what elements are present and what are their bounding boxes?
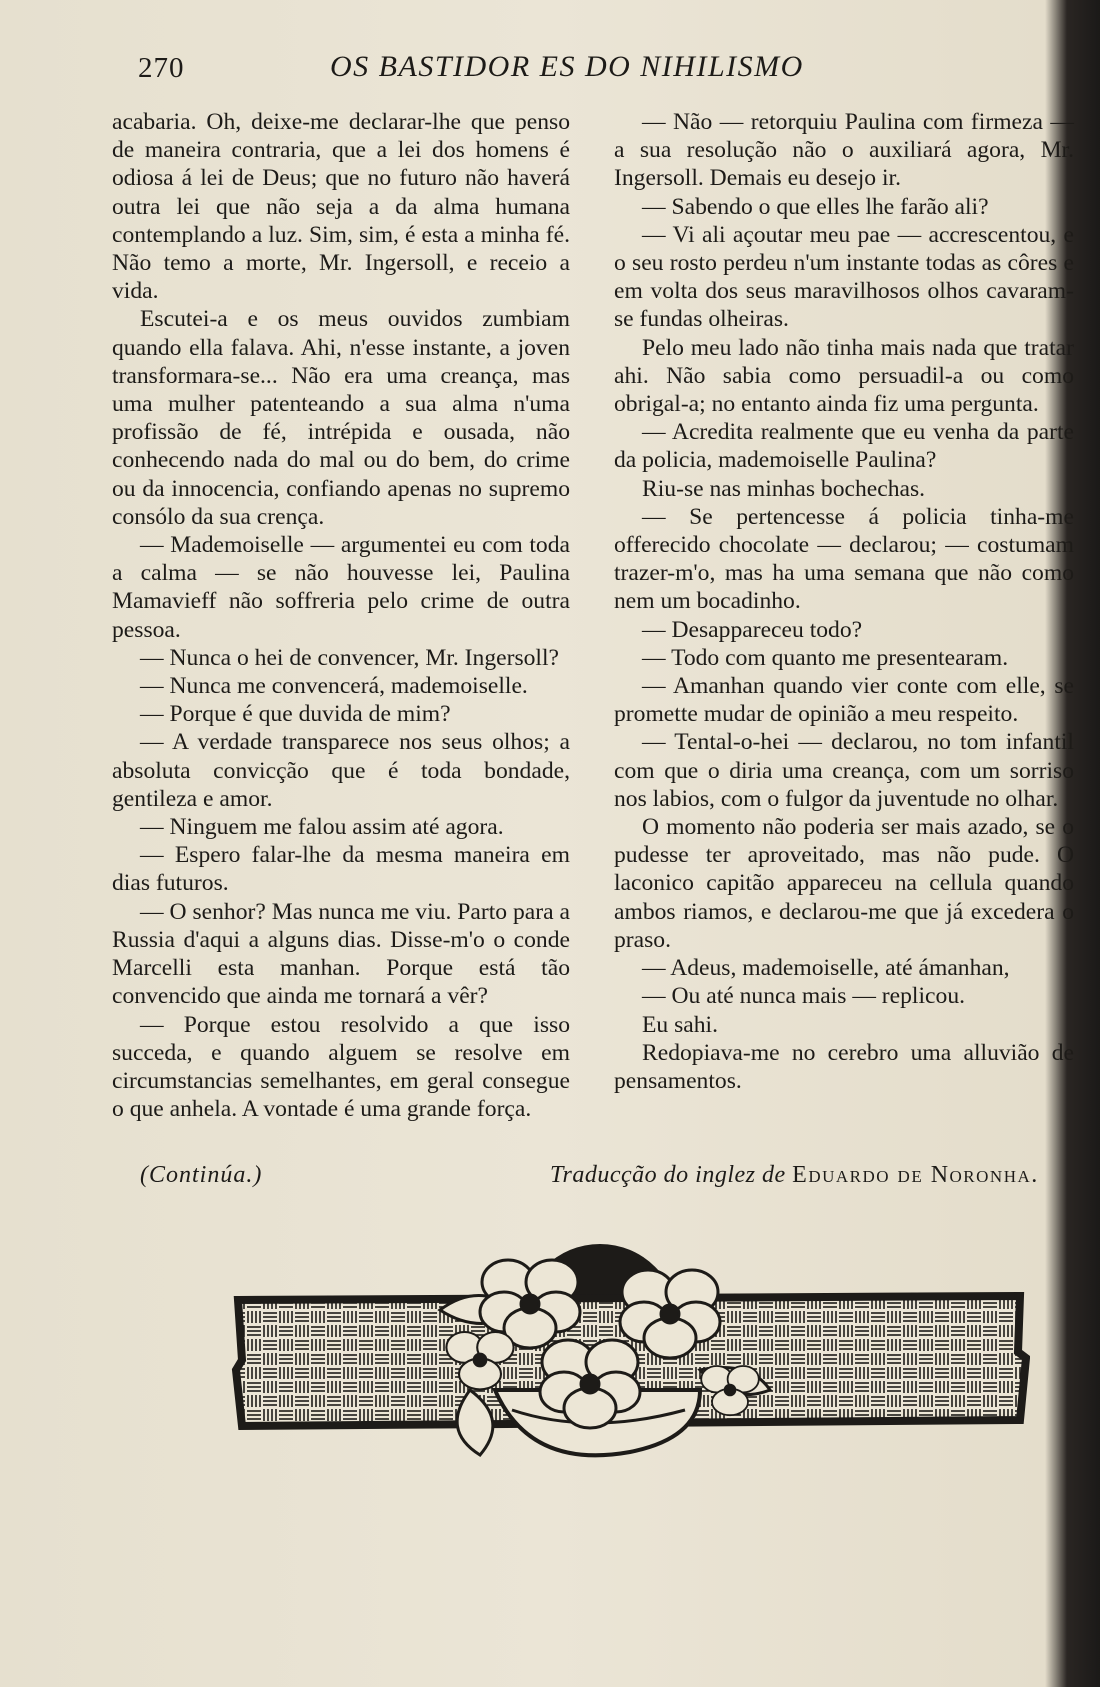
- paragraph: — Ou até nunca mais — replicou.: [642, 983, 966, 1010]
- paragraph: — Todo com quanto me presentearam.: [642, 644, 1009, 671]
- page-header: [0, 46, 1070, 86]
- paragraph: — Desappareceu todo?: [642, 616, 863, 643]
- credit-prefix-z: z: [745, 1162, 756, 1188]
- left-column: [112, 108, 570, 1123]
- credit-prefix: Traducção do ingle: [550, 1162, 746, 1188]
- right-column: [614, 108, 1074, 1095]
- paragraph: acabaria. Oh, deixe-me declarar-lhe que penso de maneira contraria, que a lei dos homens é odiosa á lei de Deus; que no futuro não haverá outra lei que não seja a da alma humana contemplando a luz. Sim, sim, é esta a minha fé. Não temo a morte, Mr. Ingersoll, e receio a vida.: [112, 109, 570, 305]
- paragraph: — A verdade transparece nos seus olhos; a absoluta convicção que é toda bondade, gentileza e amor.: [112, 729, 570, 812]
- paragraph: O momento não poderia ser mais azado, se o pudesse ter aproveitado, mas não pude. O laconico capitão appareceu na cellula quando ambos riamos, e declarou-me que já excedera o praso.: [614, 814, 1074, 953]
- translator-name: Eduardo de Noronha.: [792, 1162, 1039, 1188]
- article-footer: [0, 1162, 1070, 1202]
- paragraph: Escutei-a e os meus ouvidos zumbiam quando ella falava. Ahi, n'esse instante, a joven transformara-se... Não era uma creança, mas uma mulher patenteando a sua alma n'uma profissão de fé, intrépida e ousada, não conhecendo nada do mal ou do bem, do crime ou da innocencia, confiando apenas no supremo consólo da sua crença.: [112, 306, 570, 530]
- paragraph: — Acredita realmente que eu venha da parte da policia, mademoiselle Paulina?: [614, 419, 1074, 474]
- translator-credit: [550, 1162, 1039, 1189]
- paragraph: — Sabendo o que elles lhe farão ali?: [642, 193, 989, 220]
- paragraph: — Espero falar-lhe da mesma maneira em dias futuros.: [112, 842, 570, 897]
- continua-note: (Continúa.): [140, 1162, 263, 1188]
- paragraph: — O senhor? Mas nunca me viu. Parto para a Russia d'aqui a alguns dias. Disse-m'o o conde Marcelli esta manhan. Porque está tão convencido que ainda me tornará a vêr?: [112, 898, 570, 1010]
- paragraph: — Nunca me convencerá, mademoiselle.: [140, 673, 528, 700]
- paragraph: — Mademoiselle — argumentei eu com toda a calma — se não houvesse lei, Paulina Mamavieff não soffreria pelo crime de outra pessoa.: [112, 532, 570, 643]
- page-number: 270: [138, 52, 185, 84]
- paragraph: Eu sahi.: [642, 1011, 719, 1038]
- paragraph: Pelo meu lado não tinha mais nada que tratar ahi. Não sabia como persuadil-a ou como obrigal-a; no entanto ainda fiz uma pergunta.: [614, 334, 1074, 418]
- paragraph: — Tental-o-hei — declarou, no tom infantil com que o diria uma creança, com um sorriso nos labios, com o fulgor da juventude no olhar.: [614, 729, 1074, 812]
- paragraph: — Nunca o hei de convencer, Mr. Ingersoll?: [140, 644, 560, 671]
- paragraph: — Adeus, mademoiselle, até ámanhan,: [642, 955, 1010, 982]
- paragraph: Redopiava-me no cerebro uma alluvião de pensamentos.: [614, 1039, 1074, 1094]
- running-title: OS BASTIDOR ES DO NIHILISMO: [330, 50, 804, 83]
- pansy-basket-weave-vignette-icon: [230, 1240, 1030, 1470]
- credit-de: de: [755, 1162, 793, 1188]
- paragraph: — Amanhan quando vier conte com elle, se promette mudar de opinião a meu respeito.: [614, 673, 1074, 728]
- paragraph: Riu-se nas minhas bochechas.: [642, 475, 926, 502]
- paragraph: — Vi ali açoutar meu pae — accrescentou, e o seu rosto perdeu n'um instante todas as côres e em volta dos seus maravilhosos olhos cavaram-se fundas olheiras.: [614, 221, 1074, 333]
- paragraph: — Porque é que duvida de mim?: [140, 701, 451, 728]
- paragraph: — Ninguem me falou assim até agora.: [140, 814, 504, 841]
- paragraph: — Se pertencesse á policia tinha-me offerecido chocolate — declarou; — costumam trazer-m'o, mas ha uma semana que não como nem um bocadinho.: [614, 503, 1074, 615]
- paragraph: — Não — retorquiu Paulina com firmeza — a sua resolução não o auxiliará agora, Mr. Ingersoll. Demais eu desejo ir.: [614, 109, 1074, 192]
- paragraph: — Porque estou resolvido a que isso succeda, e quando alguem se resolve em circumstancias semelhantes, em geral consegue o que anhela. A vontade é uma grande força.: [112, 1011, 570, 1123]
